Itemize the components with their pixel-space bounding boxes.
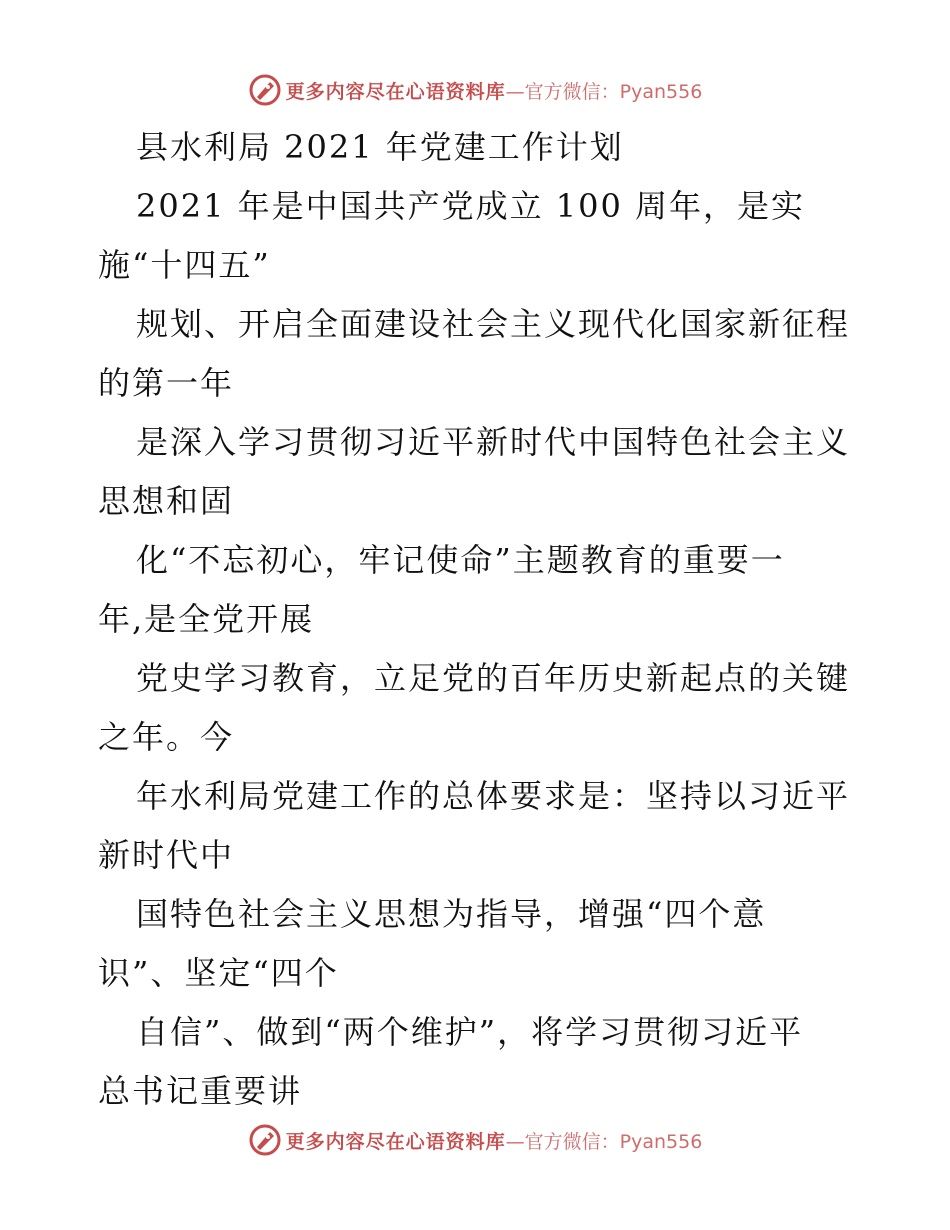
pen-nib-logo-icon <box>248 1123 282 1157</box>
body-text-line: 年水利局党建工作的总体要求是：坚持以习近平 <box>136 777 851 815</box>
body-text-line: 施“十四五” <box>98 246 271 284</box>
footer-banner <box>0 1120 950 1160</box>
header-banner <box>0 70 950 110</box>
document-body <box>98 118 858 1121</box>
pen-nib-logo-icon <box>248 73 282 107</box>
body-text-line: 之年。今 <box>98 718 235 756</box>
body-text-line: 的第一年 <box>98 364 235 402</box>
body-text-line: 规划、开启全面建设社会主义现代化国家新征程 <box>136 305 851 343</box>
body-text-line: 年,是全党开展 <box>98 600 315 638</box>
footer-banner-main-text: 更多内容尽在心语资料库 <box>285 1130 506 1153</box>
document-title: 县水利局 2021 年党建工作计划 <box>136 128 624 166</box>
body-text-line: 2021 年是中国共产党成立 100 周年，是实 <box>136 187 806 225</box>
body-text-line: 国特色社会主义思想为指导，增强“四个意 <box>136 895 767 933</box>
body-text-line: 思想和固 <box>98 482 235 520</box>
footer-banner-wechat-text: —官方微信：Pyan556 <box>505 1130 703 1153</box>
body-text-line: 是深入学习贯彻习近平新时代中国特色社会主义 <box>136 423 851 461</box>
body-text-line: 化“不忘初心，牢记使命”主题教育的重要一 <box>136 541 785 579</box>
body-text-line: 新时代中 <box>98 836 235 874</box>
body-text-line: 党史学习教育，立足党的百年历史新起点的关键 <box>136 659 851 697</box>
body-text-line: 总书记重要讲 <box>98 1072 303 1110</box>
header-banner-main-text: 更多内容尽在心语资料库 <box>285 80 506 103</box>
body-text-line: 自信”、做到“两个维护”，将学习贯彻习近平 <box>136 1013 804 1051</box>
header-banner-wechat-text: —官方微信：Pyan556 <box>505 80 703 103</box>
body-text-line: 识”、坚定“四个 <box>98 954 339 992</box>
